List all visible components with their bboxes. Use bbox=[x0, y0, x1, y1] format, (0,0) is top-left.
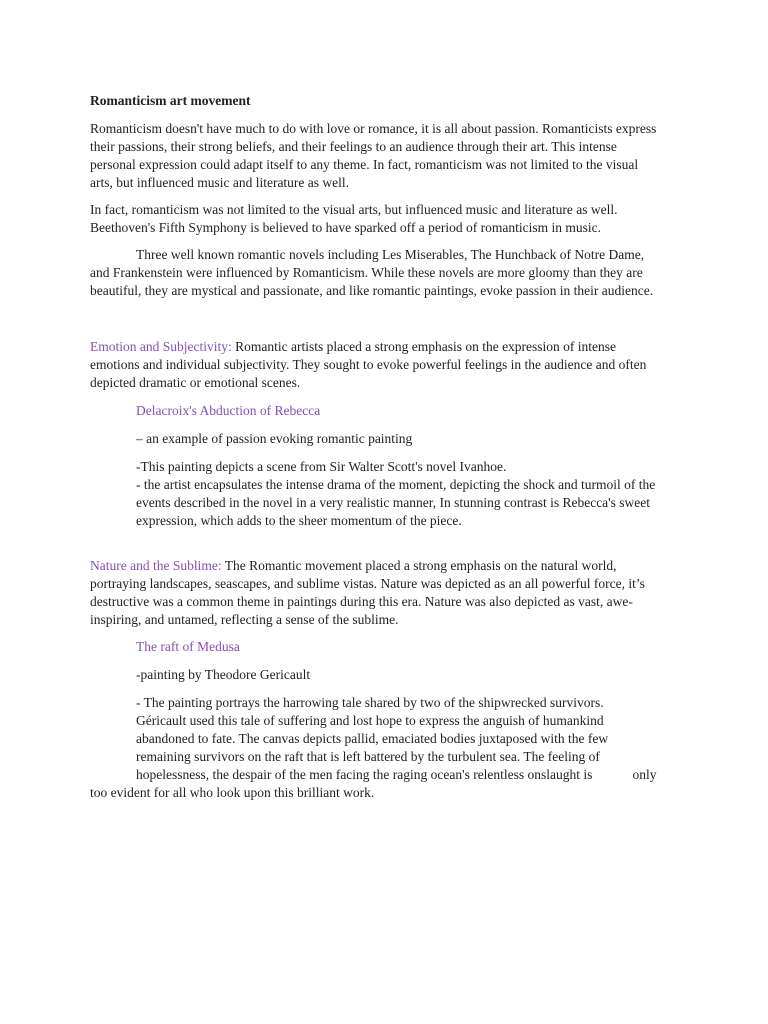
text-line: inspiring, and untamed, reflecting a sense of the sublime. bbox=[90, 612, 399, 627]
text-line: beautiful, they are mystical and passionate, and like romantic paintings, evoke passion in their audience. bbox=[90, 283, 654, 298]
text-line: arts, but influenced music and literature as well. bbox=[90, 175, 350, 190]
text-line: personal expression could adapt itself to any theme. In fact, romanticism was not limited to the visual bbox=[90, 157, 639, 172]
text-line: events described in the novel in a very realistic manner, In stunning contrast is Rebecca's sweet bbox=[136, 495, 650, 510]
text-line: Géricault used this tale of suffering and lost hope to express the anguish of humankind bbox=[136, 713, 604, 728]
section-heading-nature: Nature and the Sublime: bbox=[90, 558, 222, 573]
text-line: and Frankenstein were influenced by Romanticism. While these novels are more gloomy than they are bbox=[90, 265, 643, 280]
text-line: destructive was a common theme in paintings during this era. Nature was also depicted as vast, awe- bbox=[90, 594, 633, 609]
painting-title-medusa: The raft of Medusa bbox=[136, 639, 240, 654]
text-line: Three well known romantic novels including Les Miserables, The Hunchback of Notre Dame, bbox=[136, 247, 645, 262]
text-line: - The painting portrays the harrowing tale shared by two of the shipwrecked survivors. bbox=[136, 695, 604, 710]
document-title: Romanticism art movement bbox=[90, 93, 251, 108]
text-line: In fact, romanticism was not limited to the visual arts, but influenced music and literature as well. bbox=[90, 202, 618, 217]
section-text: Romantic artists placed a strong emphasis on the expression of intense bbox=[231, 339, 617, 354]
text-line: emotions and individual subjectivity. They sought to evoke powerful feelings in the audience and often bbox=[90, 357, 647, 372]
text-line: abandoned to fate. The canvas depicts pallid, emaciated bodies juxtaposed with the few bbox=[136, 731, 609, 746]
text-line: portraying landscapes, seascapes, and sublime vistas. Nature was depicted as an all powerful force, it’s bbox=[90, 576, 645, 591]
text-line: expression, which adds to the sheer momentum of the piece. bbox=[136, 513, 462, 528]
text-line: Beethoven's Fifth Symphony is believed to have sparked off a period of romanticism in music. bbox=[90, 220, 601, 235]
painting-title-rebecca: Delacroix's Abduction of Rebecca bbox=[136, 403, 321, 418]
text-line: Romanticism doesn't have much to do with love or romance, it is all about passion. Romanticists express bbox=[90, 121, 657, 136]
painting-description-medusa bbox=[136, 694, 696, 784]
painting-description-rebecca bbox=[136, 458, 696, 530]
text-line bbox=[136, 766, 696, 784]
nature-section bbox=[90, 557, 690, 629]
text-line: - the artist encapsulates the intense drama of the moment, depicting the shock and turmoil of the bbox=[136, 477, 656, 492]
emotion-section bbox=[90, 338, 690, 392]
section-text: only bbox=[632, 767, 657, 782]
section-text: hopelessness, the despair of the men facing the raging ocean's relentless onslaught is bbox=[136, 767, 593, 782]
painter-note: -painting by Theodore Gericault bbox=[136, 667, 311, 682]
text-line bbox=[90, 338, 690, 356]
text-line bbox=[90, 557, 690, 575]
intro-paragraph bbox=[90, 120, 690, 192]
novels-paragraph bbox=[90, 246, 690, 300]
closing-line: too evident for all who look upon this brilliant work. bbox=[90, 785, 375, 800]
text-line: remaining survivors on the raft that is left battered by the turbulent sea. The feeling of bbox=[136, 749, 600, 764]
text-line: their passions, their strong beliefs, and their feelings to an audience through their art. This intense bbox=[90, 139, 617, 154]
section-text: The Romantic movement placed a strong emphasis on the natural world, bbox=[221, 558, 617, 573]
section-heading-emotion: Emotion and Subjectivity: bbox=[90, 339, 232, 354]
text-line: depicted dramatic or emotional scenes. bbox=[90, 375, 301, 390]
text-line: -This painting depicts a scene from Sir Walter Scott's novel Ivanhoe. bbox=[136, 459, 507, 474]
music-paragraph bbox=[90, 201, 690, 237]
painting-example-note: – an example of passion evoking romantic painting bbox=[136, 431, 413, 446]
